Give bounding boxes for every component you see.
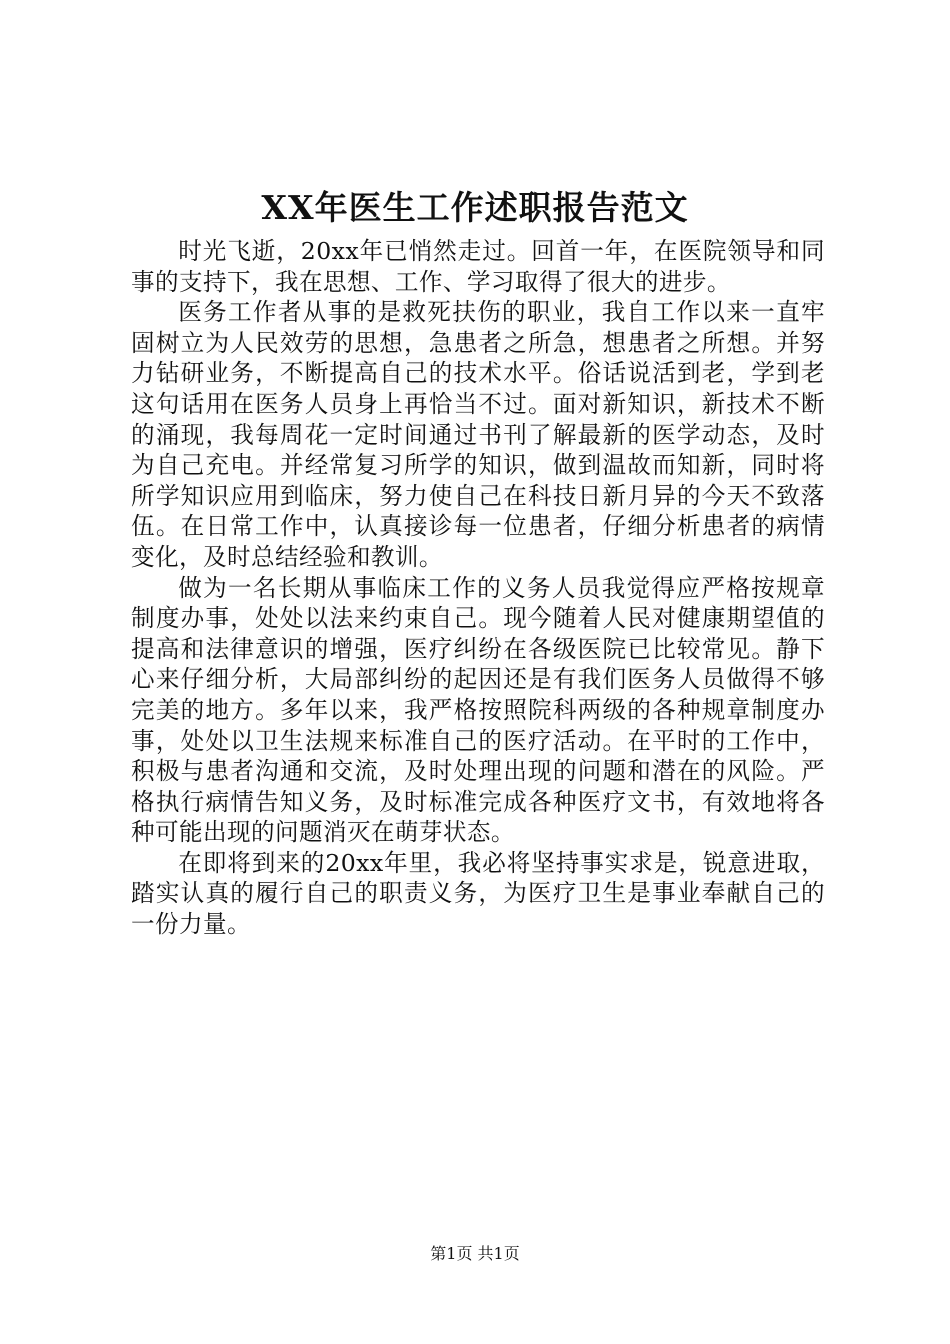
paragraph-1: 时光飞逝，20xx年已悄然走过。回首一年，在医院领导和同事的支持下，我在思想、工作、学习取得了很大的进步。 xyxy=(131,237,825,296)
document-body xyxy=(131,236,825,940)
paragraph-3: 做为一名长期从事临床工作的义务人员我觉得应严格按规章制度办事，处处以法来约束自己。现今随着人民对健康期望值的提高和法律意识的增强，医疗纠纷在各级医院已比较常见。静下心来仔细分析，大局部纠纷的起因还是有我们医务人员做得不够完美的地方。多年以来，我严格按照院科两级的各种规章制度办事，处处以卫生法规来标准自己的医疗活动。在平时的工作中，积极与患者沟通和交流，及时处理出现的问题和潜在的风险。严格执行病情告知义务，及时标准完成各种医疗文书，有效地将各种可能出现的问题消灭在萌芽状态。 xyxy=(131,573,825,847)
paragraph-2: 医务工作者从事的是救死扶伤的职业，我自工作以来一直牢固树立为人民效劳的思想，急患者之所急，想患者之所想。并努力钻研业务，不断提高自己的技术水平。俗话说活到老，学到老这句话用在医务人员身上再恰当不过。面对新知识，新技术不断的涌现，我每周花一定时间通过书刊了解最新的医学动态，及时为自己充电。并经常复习所学的知识，做到温故而知新，同时将所学知识应用到临床，努力使自己在科技日新月异的今天不致落伍。在日常工作中，认真接诊每一位患者，仔细分析患者的病情变化，及时总结经验和教训。 xyxy=(131,298,825,571)
document-title: XX年医生工作述职报告范文 xyxy=(261,188,689,227)
page-footer: 第1页 共1页 xyxy=(430,1244,520,1263)
paragraph-4: 在即将到来的20xx年里，我必将坚持事实求是，锐意进取，踏实认真的履行自己的职责义务，为医疗卫生是事业奉献自己的一份力量。 xyxy=(131,848,825,939)
